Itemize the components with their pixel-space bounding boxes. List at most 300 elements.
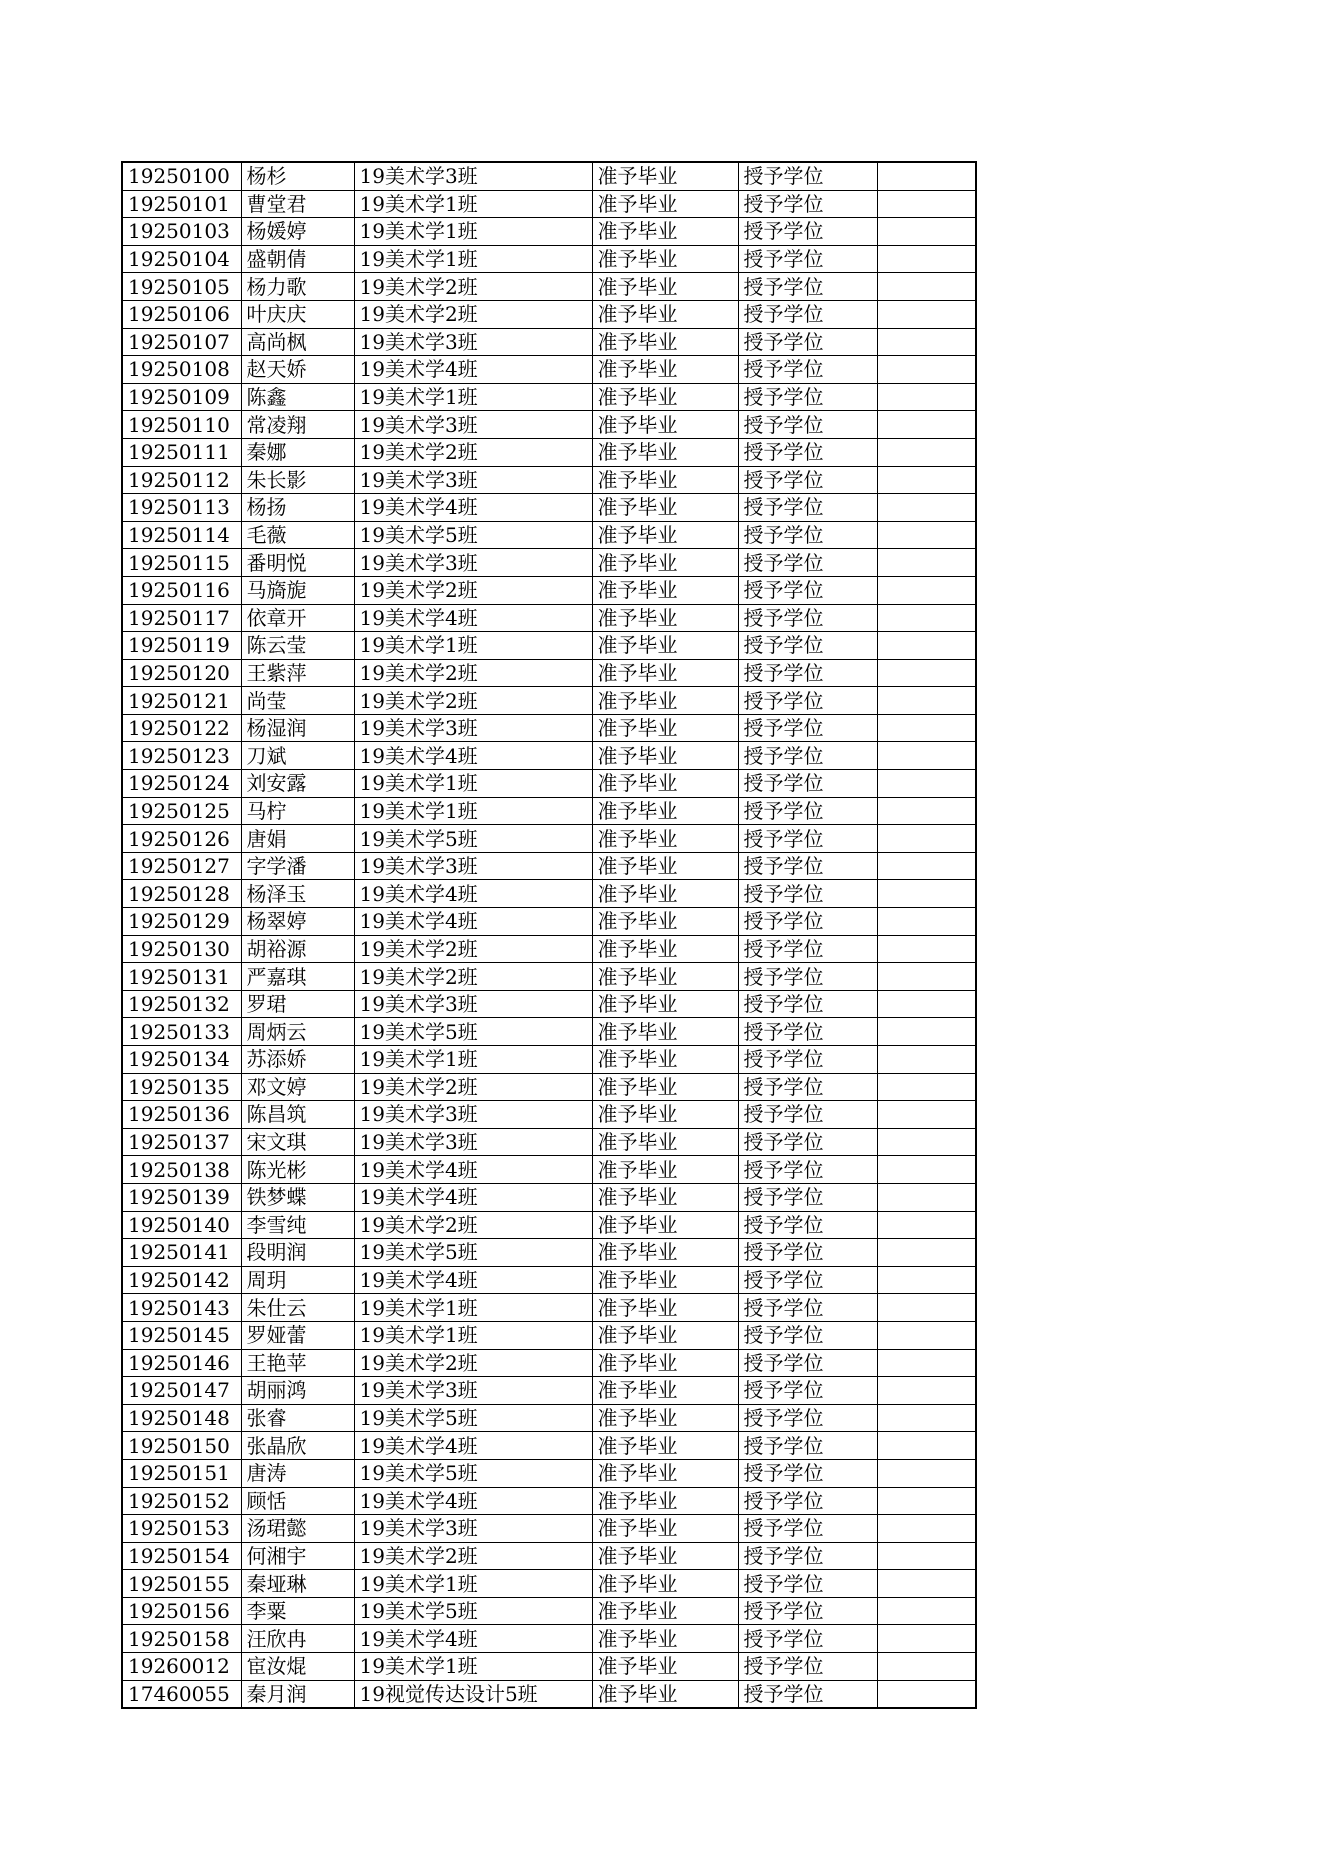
note-cell	[877, 1597, 976, 1625]
student-id-cell: 19250115	[122, 549, 241, 577]
degree-status-cell: 授予学位	[738, 1653, 877, 1681]
student-name-cell: 朱仕云	[241, 1294, 354, 1322]
student-name-cell: 马旖旎	[241, 576, 354, 604]
student-name-cell: 番明悦	[241, 549, 354, 577]
class-cell: 19美术学2班	[354, 1349, 592, 1377]
student-name-cell: 依章开	[241, 604, 354, 632]
table-row	[122, 990, 976, 1018]
degree-status-cell: 授予学位	[738, 659, 877, 687]
table-row	[122, 935, 976, 963]
table-row	[122, 852, 976, 880]
class-cell: 19美术学5班	[354, 1404, 592, 1432]
graduation-status-cell: 准予毕业	[592, 825, 738, 853]
note-cell	[877, 852, 976, 880]
student-id-cell: 19250104	[122, 245, 241, 273]
student-id-cell: 19250108	[122, 356, 241, 384]
graduation-status-cell: 准予毕业	[592, 1183, 738, 1211]
degree-status-cell: 授予学位	[738, 963, 877, 991]
student-id-cell: 19250132	[122, 990, 241, 1018]
student-name-cell: 顾恬	[241, 1487, 354, 1515]
student-name-cell: 李粟	[241, 1597, 354, 1625]
student-name-cell: 曹堂君	[241, 190, 354, 218]
degree-status-cell: 授予学位	[738, 1073, 877, 1101]
student-name-cell: 汪欣冉	[241, 1625, 354, 1653]
student-id-cell: 19250106	[122, 300, 241, 328]
note-cell	[877, 1239, 976, 1267]
note-cell	[877, 632, 976, 660]
student-name-cell: 杨扬	[241, 494, 354, 522]
degree-status-cell: 授予学位	[738, 383, 877, 411]
note-cell	[877, 714, 976, 742]
student-id-cell: 19250147	[122, 1377, 241, 1405]
student-name-cell: 刀斌	[241, 742, 354, 770]
graduation-status-cell: 准予毕业	[592, 714, 738, 742]
graduation-status-cell: 准予毕业	[592, 521, 738, 549]
class-cell: 19美术学1班	[354, 245, 592, 273]
degree-status-cell: 授予学位	[738, 990, 877, 1018]
student-name-cell: 王紫萍	[241, 659, 354, 687]
class-cell: 19美术学2班	[354, 273, 592, 301]
table-row	[122, 1570, 976, 1598]
note-cell	[877, 1542, 976, 1570]
degree-status-cell: 授予学位	[738, 190, 877, 218]
class-cell: 19美术学5班	[354, 1018, 592, 1046]
student-id-cell: 19250122	[122, 714, 241, 742]
table-row	[122, 1349, 976, 1377]
student-id-cell: 19250153	[122, 1515, 241, 1543]
graduation-status-cell: 准予毕业	[592, 438, 738, 466]
table-row	[122, 521, 976, 549]
note-cell	[877, 162, 976, 190]
degree-status-cell: 授予学位	[738, 1156, 877, 1184]
class-cell: 19美术学4班	[354, 356, 592, 384]
note-cell	[877, 466, 976, 494]
graduation-status-cell: 准予毕业	[592, 797, 738, 825]
graduation-status-cell: 准予毕业	[592, 908, 738, 936]
student-id-cell: 19250131	[122, 963, 241, 991]
student-id-cell: 19250145	[122, 1321, 241, 1349]
note-cell	[877, 1377, 976, 1405]
class-cell: 19美术学1班	[354, 1294, 592, 1322]
student-name-cell: 杨力歌	[241, 273, 354, 301]
class-cell: 19美术学2班	[354, 438, 592, 466]
degree-status-cell: 授予学位	[738, 328, 877, 356]
class-cell: 19美术学2班	[354, 659, 592, 687]
class-cell: 19美术学4班	[354, 1432, 592, 1460]
graduation-status-cell: 准予毕业	[592, 328, 738, 356]
graduation-status-cell: 准予毕业	[592, 1321, 738, 1349]
note-cell	[877, 1018, 976, 1046]
graduation-status-cell: 准予毕业	[592, 880, 738, 908]
graduation-status-cell: 准予毕业	[592, 411, 738, 439]
degree-status-cell: 授予学位	[738, 742, 877, 770]
student-name-cell: 罗娅蕾	[241, 1321, 354, 1349]
graduation-status-cell: 准予毕业	[592, 742, 738, 770]
student-name-cell: 朱长影	[241, 466, 354, 494]
student-id-cell: 19250120	[122, 659, 241, 687]
note-cell	[877, 1515, 976, 1543]
class-cell: 19美术学3班	[354, 411, 592, 439]
student-name-cell: 马柠	[241, 797, 354, 825]
graduation-status-cell: 准予毕业	[592, 218, 738, 246]
degree-status-cell: 授予学位	[738, 1128, 877, 1156]
student-id-cell: 19250107	[122, 328, 241, 356]
note-cell	[877, 411, 976, 439]
student-id-cell: 19250142	[122, 1266, 241, 1294]
class-cell: 19视觉传达设计5班	[354, 1680, 592, 1708]
class-cell: 19美术学5班	[354, 521, 592, 549]
note-cell	[877, 687, 976, 715]
note-cell	[877, 1183, 976, 1211]
student-name-cell: 段明润	[241, 1239, 354, 1267]
table-row	[122, 1404, 976, 1432]
student-name-cell: 严嘉琪	[241, 963, 354, 991]
degree-status-cell: 授予学位	[738, 687, 877, 715]
degree-status-cell: 授予学位	[738, 1101, 877, 1129]
student-id-cell: 19250125	[122, 797, 241, 825]
student-name-cell: 杨泽玉	[241, 880, 354, 908]
student-name-cell: 高尚枫	[241, 328, 354, 356]
student-name-cell: 罗珺	[241, 990, 354, 1018]
graduation-status-cell: 准予毕业	[592, 1294, 738, 1322]
table-row	[122, 1128, 976, 1156]
note-cell	[877, 521, 976, 549]
student-name-cell: 毛薇	[241, 521, 354, 549]
graduation-status-cell: 准予毕业	[592, 1349, 738, 1377]
student-id-cell: 19250148	[122, 1404, 241, 1432]
graduation-status-cell: 准予毕业	[592, 1542, 738, 1570]
table-row	[122, 383, 976, 411]
graduation-status-cell: 准予毕业	[592, 632, 738, 660]
student-id-cell: 19250138	[122, 1156, 241, 1184]
class-cell: 19美术学2班	[354, 1073, 592, 1101]
note-cell	[877, 273, 976, 301]
student-name-cell: 宋文琪	[241, 1128, 354, 1156]
class-cell: 19美术学2班	[354, 300, 592, 328]
table-row	[122, 1321, 976, 1349]
note-cell	[877, 1101, 976, 1129]
student-name-cell: 陈云莹	[241, 632, 354, 660]
student-name-cell: 杨湿润	[241, 714, 354, 742]
class-cell: 19美术学3班	[354, 1515, 592, 1543]
table-row	[122, 1156, 976, 1184]
note-cell	[877, 1570, 976, 1598]
note-cell	[877, 1653, 976, 1681]
graduation-status-cell: 准予毕业	[592, 273, 738, 301]
degree-status-cell: 授予学位	[738, 1018, 877, 1046]
student-id-cell: 19250116	[122, 576, 241, 604]
degree-status-cell: 授予学位	[738, 218, 877, 246]
degree-status-cell: 授予学位	[738, 273, 877, 301]
table-row	[122, 604, 976, 632]
student-id-cell: 19250121	[122, 687, 241, 715]
degree-status-cell: 授予学位	[738, 300, 877, 328]
student-name-cell: 张睿	[241, 1404, 354, 1432]
graduation-status-cell: 准予毕业	[592, 549, 738, 577]
student-name-cell: 张晶欣	[241, 1432, 354, 1460]
graduation-status-cell: 准予毕业	[592, 1211, 738, 1239]
class-cell: 19美术学1班	[354, 1046, 592, 1074]
graduation-status-cell: 准予毕业	[592, 1101, 738, 1129]
student-id-cell: 19250158	[122, 1625, 241, 1653]
note-cell	[877, 797, 976, 825]
degree-status-cell: 授予学位	[738, 825, 877, 853]
note-cell	[877, 770, 976, 798]
table-row	[122, 687, 976, 715]
class-cell: 19美术学3班	[354, 714, 592, 742]
table-row	[122, 1625, 976, 1653]
note-cell	[877, 1459, 976, 1487]
student-name-cell: 苏添娇	[241, 1046, 354, 1074]
student-name-cell: 杨媛婷	[241, 218, 354, 246]
table-row	[122, 494, 976, 522]
note-cell	[877, 1404, 976, 1432]
table-row	[122, 1377, 976, 1405]
table-row	[122, 1183, 976, 1211]
table-row	[122, 1487, 976, 1515]
note-cell	[877, 990, 976, 1018]
class-cell: 19美术学1班	[354, 1570, 592, 1598]
class-cell: 19美术学2班	[354, 935, 592, 963]
graduation-status-cell: 准予毕业	[592, 466, 738, 494]
class-cell: 19美术学4班	[354, 1156, 592, 1184]
note-cell	[877, 1046, 976, 1074]
degree-status-cell: 授予学位	[738, 245, 877, 273]
graduation-status-cell: 准予毕业	[592, 383, 738, 411]
table-row	[122, 880, 976, 908]
degree-status-cell: 授予学位	[738, 604, 877, 632]
note-cell	[877, 742, 976, 770]
student-id-cell: 19250101	[122, 190, 241, 218]
degree-status-cell: 授予学位	[738, 1239, 877, 1267]
table-row	[122, 273, 976, 301]
table-row	[122, 190, 976, 218]
table-row	[122, 797, 976, 825]
student-name-cell: 胡裕源	[241, 935, 354, 963]
graduation-status-cell: 准予毕业	[592, 1377, 738, 1405]
table-row	[122, 576, 976, 604]
student-id-cell: 19250141	[122, 1239, 241, 1267]
class-cell: 19美术学1班	[354, 797, 592, 825]
note-cell	[877, 1156, 976, 1184]
student-id-cell: 19250129	[122, 908, 241, 936]
table-row	[122, 1542, 976, 1570]
note-cell	[877, 1073, 976, 1101]
graduation-status-cell: 准予毕业	[592, 770, 738, 798]
student-id-cell: 19250103	[122, 218, 241, 246]
degree-status-cell: 授予学位	[738, 438, 877, 466]
student-name-cell: 陈光彬	[241, 1156, 354, 1184]
class-cell: 19美术学3班	[354, 990, 592, 1018]
student-id-cell: 19250100	[122, 162, 241, 190]
student-id-cell: 19250154	[122, 1542, 241, 1570]
class-cell: 19美术学5班	[354, 1239, 592, 1267]
degree-status-cell: 授予学位	[738, 632, 877, 660]
degree-status-cell: 授予学位	[738, 935, 877, 963]
student-name-cell: 宦汝焜	[241, 1653, 354, 1681]
degree-status-cell: 授予学位	[738, 1542, 877, 1570]
class-cell: 19美术学3班	[354, 328, 592, 356]
class-cell: 19美术学5班	[354, 825, 592, 853]
student-id-cell: 19250137	[122, 1128, 241, 1156]
student-name-cell: 常凌翔	[241, 411, 354, 439]
graduation-status-cell: 准予毕业	[592, 494, 738, 522]
student-id-cell: 19250133	[122, 1018, 241, 1046]
class-cell: 19美术学4班	[354, 1266, 592, 1294]
student-name-cell: 周炳云	[241, 1018, 354, 1046]
graduation-status-cell: 准予毕业	[592, 1625, 738, 1653]
student-name-cell: 叶庆庆	[241, 300, 354, 328]
student-name-cell: 汤珺懿	[241, 1515, 354, 1543]
degree-status-cell: 授予学位	[738, 576, 877, 604]
student-id-cell: 19250109	[122, 383, 241, 411]
degree-status-cell: 授予学位	[738, 1321, 877, 1349]
graduation-degree-table	[121, 161, 977, 1709]
student-id-cell: 19250124	[122, 770, 241, 798]
student-id-cell: 19250110	[122, 411, 241, 439]
table-row	[122, 1459, 976, 1487]
degree-status-cell: 授予学位	[738, 494, 877, 522]
graduation-status-cell: 准予毕业	[592, 245, 738, 273]
student-id-cell: 19250140	[122, 1211, 241, 1239]
note-cell	[877, 218, 976, 246]
graduation-status-cell: 准予毕业	[592, 1018, 738, 1046]
class-cell: 19美术学3班	[354, 549, 592, 577]
degree-status-cell: 授予学位	[738, 1515, 877, 1543]
degree-status-cell: 授予学位	[738, 852, 877, 880]
graduation-status-cell: 准予毕业	[592, 1156, 738, 1184]
student-id-cell: 19250139	[122, 1183, 241, 1211]
student-id-cell: 19250143	[122, 1294, 241, 1322]
note-cell	[877, 1321, 976, 1349]
degree-status-cell: 授予学位	[738, 1625, 877, 1653]
note-cell	[877, 300, 976, 328]
table-row	[122, 1294, 976, 1322]
student-name-cell: 陈鑫	[241, 383, 354, 411]
student-name-cell: 何湘宇	[241, 1542, 354, 1570]
degree-status-cell: 授予学位	[738, 1183, 877, 1211]
student-name-cell: 陈昌筑	[241, 1101, 354, 1129]
note-cell	[877, 604, 976, 632]
degree-status-cell: 授予学位	[738, 714, 877, 742]
graduation-status-cell: 准予毕业	[592, 659, 738, 687]
note-cell	[877, 1294, 976, 1322]
graduation-status-cell: 准予毕业	[592, 1128, 738, 1156]
graduation-status-cell: 准予毕业	[592, 1653, 738, 1681]
student-id-cell: 19250156	[122, 1597, 241, 1625]
table-row	[122, 1597, 976, 1625]
table-row	[122, 632, 976, 660]
note-cell	[877, 356, 976, 384]
degree-status-cell: 授予学位	[738, 1294, 877, 1322]
degree-status-cell: 授予学位	[738, 1349, 877, 1377]
student-id-cell: 19260012	[122, 1653, 241, 1681]
table-row	[122, 466, 976, 494]
table-row	[122, 908, 976, 936]
note-cell	[877, 1266, 976, 1294]
table-row	[122, 1239, 976, 1267]
class-cell: 19美术学4班	[354, 1183, 592, 1211]
table-row	[122, 300, 976, 328]
graduation-status-cell: 准予毕业	[592, 1073, 738, 1101]
class-cell: 19美术学2班	[354, 1542, 592, 1570]
graduation-status-cell: 准予毕业	[592, 1487, 738, 1515]
table-row	[122, 1653, 976, 1681]
degree-status-cell: 授予学位	[738, 880, 877, 908]
graduation-status-cell: 准予毕业	[592, 300, 738, 328]
class-cell: 19美术学3班	[354, 1377, 592, 1405]
class-cell: 19美术学5班	[354, 1459, 592, 1487]
student-id-cell: 19250114	[122, 521, 241, 549]
table-row	[122, 825, 976, 853]
student-id-cell: 19250117	[122, 604, 241, 632]
student-id-cell: 19250128	[122, 880, 241, 908]
student-name-cell: 铁梦蝶	[241, 1183, 354, 1211]
class-cell: 19美术学2班	[354, 576, 592, 604]
class-cell: 19美术学1班	[354, 218, 592, 246]
class-cell: 19美术学1班	[354, 1321, 592, 1349]
class-cell: 19美术学1班	[354, 632, 592, 660]
student-id-cell: 19250127	[122, 852, 241, 880]
table-row	[122, 963, 976, 991]
table-row	[122, 659, 976, 687]
student-name-cell: 胡丽鸿	[241, 1377, 354, 1405]
student-name-cell: 唐涛	[241, 1459, 354, 1487]
student-id-cell: 19250136	[122, 1101, 241, 1129]
note-cell	[877, 1487, 976, 1515]
table-row	[122, 162, 976, 190]
student-name-cell: 刘安露	[241, 770, 354, 798]
table-row	[122, 328, 976, 356]
note-cell	[877, 659, 976, 687]
graduation-status-cell: 准予毕业	[592, 1432, 738, 1460]
note-cell	[877, 1432, 976, 1460]
degree-status-cell: 授予学位	[738, 1680, 877, 1708]
note-cell	[877, 935, 976, 963]
graduation-status-cell: 准予毕业	[592, 963, 738, 991]
class-cell: 19美术学4班	[354, 1625, 592, 1653]
student-id-cell: 19250151	[122, 1459, 241, 1487]
table-row	[122, 356, 976, 384]
note-cell	[877, 494, 976, 522]
note-cell	[877, 880, 976, 908]
class-cell: 19美术学1班	[354, 383, 592, 411]
degree-status-cell: 授予学位	[738, 1404, 877, 1432]
student-id-cell: 19250112	[122, 466, 241, 494]
graduation-status-cell: 准予毕业	[592, 190, 738, 218]
student-name-cell: 盛朝倩	[241, 245, 354, 273]
table-row	[122, 1101, 976, 1129]
note-cell	[877, 963, 976, 991]
table-row	[122, 1211, 976, 1239]
degree-status-cell: 授予学位	[738, 1459, 877, 1487]
student-id-cell: 19250152	[122, 1487, 241, 1515]
table-row	[122, 1046, 976, 1074]
student-name-cell: 尚莹	[241, 687, 354, 715]
class-cell: 19美术学1班	[354, 190, 592, 218]
note-cell	[877, 190, 976, 218]
student-name-cell: 秦垭琳	[241, 1570, 354, 1598]
student-id-cell: 19250134	[122, 1046, 241, 1074]
note-cell	[877, 328, 976, 356]
table-row	[122, 549, 976, 577]
note-cell	[877, 576, 976, 604]
table-row	[122, 411, 976, 439]
student-name-cell: 秦娜	[241, 438, 354, 466]
degree-status-cell: 授予学位	[738, 1046, 877, 1074]
note-cell	[877, 1625, 976, 1653]
degree-status-cell: 授予学位	[738, 770, 877, 798]
